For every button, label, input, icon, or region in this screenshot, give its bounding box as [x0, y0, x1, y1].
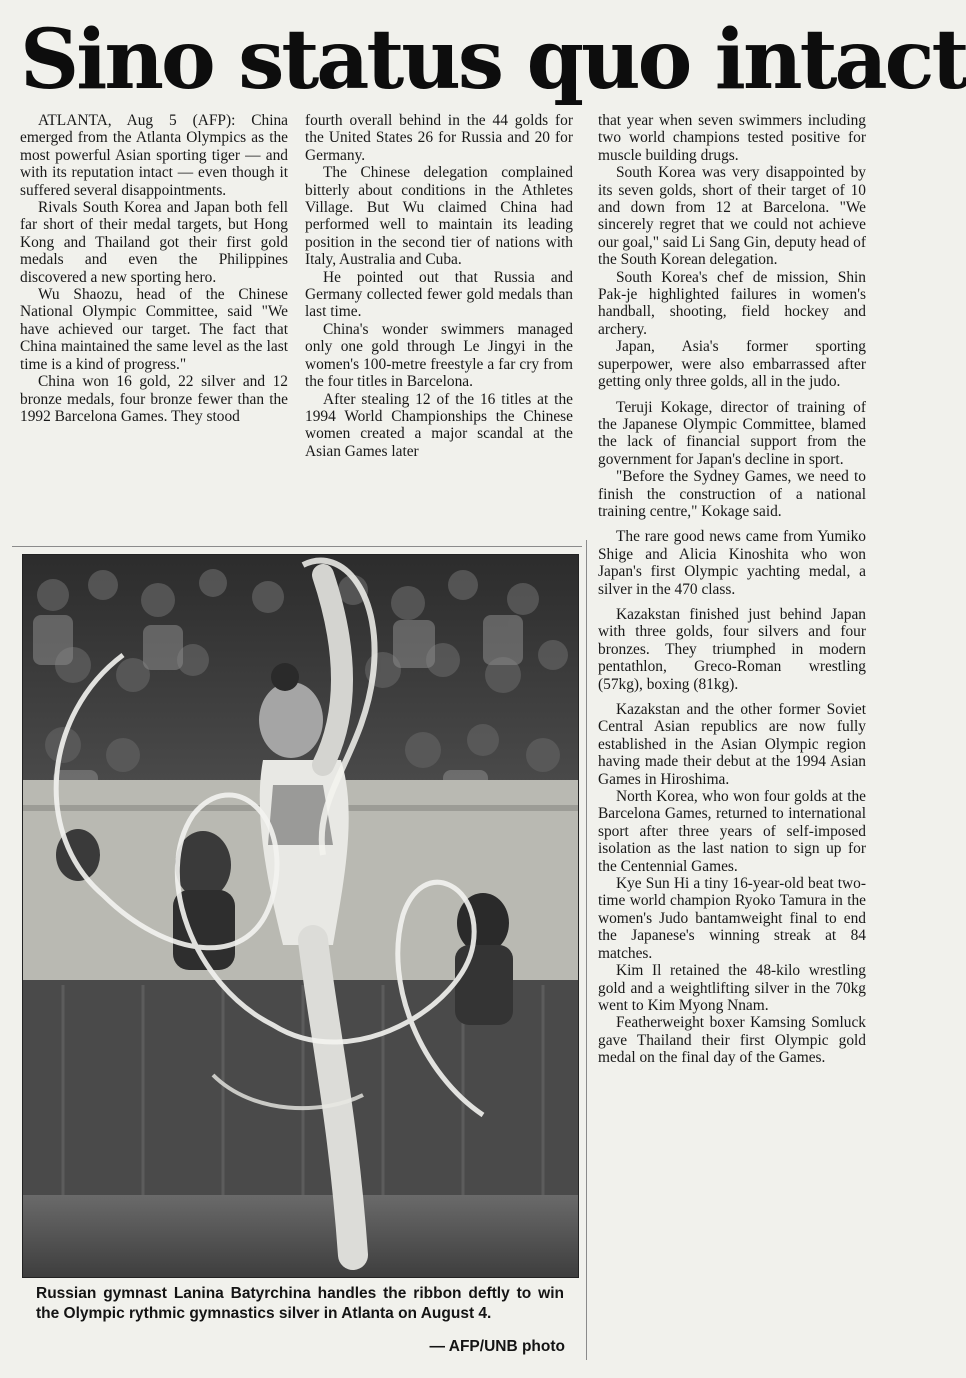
paragraph: South Korea was very disappointed by its seven golds, short of their target of 10 and down from 12 at Barcelona. "We sincerely regret that we could not achieve our goal," said Li Sang Gin, deputy head of the South Korean delegation. — [598, 164, 866, 269]
paragraph: Wu Shaozu, head of the Chinese National Olympic Committee, said "We have achieved our target. The fact that China maintained the same level as the last time is a kind of progress." — [20, 286, 288, 373]
paragraph: Rivals South Korea and Japan both fell far short of their medal targets, but Hong Kong and Thailand got their first gold medals and even the Philippines discovered a new sporting hero. — [20, 199, 288, 286]
article-column-2 — [305, 112, 573, 532]
article-column-1 — [20, 112, 288, 532]
paragraph: China won 16 gold, 22 silver and 12 bronze medals, four bronze fewer than the 1992 Barcelona Games. They stood — [20, 373, 288, 425]
photo-credit: — AFP/UNB photo — [429, 1338, 565, 1355]
photo-caption: Russian gymnast Lanina Batyrchina handles the ribbon deftly to win the Olympic rythmic gymnastics silver in Atlanta on August 4. — [36, 1285, 564, 1322]
paragraph: He pointed out that Russia and Germany collected fewer gold medals than last time. — [305, 268, 573, 321]
paragraph: Kazakstan finished just behind Japan with three golds, four silvers and four bronzes. They triumphed in modern pentathlon, Greco-Roman wrestling (57kg), boxing (81kg). — [598, 605, 866, 693]
article-column-3 — [598, 112, 866, 1362]
horizontal-divider — [12, 546, 582, 547]
paragraph: Kye Sun Hi a tiny 16-year-old beat two-time world champion Ryoko Tamura in the women's Judo bantamweight final to end the Japanese's winning streak at 84 matches. — [598, 875, 866, 962]
paragraph: fourth overall behind in the 44 golds for the United States 26 for Russia and 20 for Germany. — [305, 112, 573, 164]
paragraph: Teruji Kokage, director of training of the Japanese Olympic Committee, blamed the lack of financial support from the government for Japan's decline in sport. — [598, 398, 866, 468]
paragraph: that year when seven swimmers including two world champions tested positive for muscle building drugs. — [598, 112, 866, 164]
paragraph: Kazakstan and the other former Soviet Central Asian republics are now fully established in the Asian Olympic region having made their debut at the 1994 Asian Games in Hiroshima. — [598, 701, 866, 788]
paragraph: ATLANTA, Aug 5 (AFP): China emerged from the Atlanta Olympics as the most powerful Asian sporting tiger — and with its reputation intact — even though it suffered several disappointments. — [20, 112, 288, 199]
paragraph: South Korea's chef de mission, Shin Pak-je highlighted failures in women's handball, shooting, field hockey and archery. — [598, 268, 866, 338]
paragraph: The rare good news came from Yumiko Shige and Alicia Kinoshita who won Japan's first Olympic yachting medal, a silver in the 470 class. — [598, 528, 866, 598]
headline: Sino status quo intact — [20, 12, 966, 108]
paragraph: Japan, Asia's former sporting superpower, were also embarrassed after getting only three golds, all in the judo. — [598, 338, 866, 391]
paragraph: The Chinese delegation complained bitterly about conditions in the Athletes Village. But Wu claimed China had performed well to maintain its leading position in the second tier of nations with Italy, Australia and Cuba. — [305, 164, 573, 269]
paragraph: After stealing 12 of the 16 titles at the 1994 World Championships the Chinese women created a major scandal at the Asian Games later — [305, 390, 573, 460]
paragraph: Kim Il retained the 48-kilo wrestling gold and a weightlifting silver in the 70kg went to Kim Myong Nnam. — [598, 962, 866, 1014]
paragraph: Featherweight boxer Kamsing Somluck gave Thailand their first Olympic gold medal on the final day of the Games. — [598, 1014, 866, 1067]
paragraph: "Before the Sydney Games, we need to finish the construction of a national training centre," Kokage said. — [598, 468, 866, 520]
gymnast-photo — [22, 554, 579, 1278]
vertical-divider — [586, 540, 587, 1360]
paragraph: North Korea, who won four golds at the Barcelona Games, returned to international sport after three years of self-imposed isolation as the last nation to sign up for the Centennial Games. — [598, 788, 866, 875]
paragraph: China's wonder swimmers managed only one gold through Le Jingyi in the women's 100-metre freestyle a far cry from the four titles in Barcelona. — [305, 320, 573, 391]
gymnast-photo-illustration — [23, 555, 578, 1277]
